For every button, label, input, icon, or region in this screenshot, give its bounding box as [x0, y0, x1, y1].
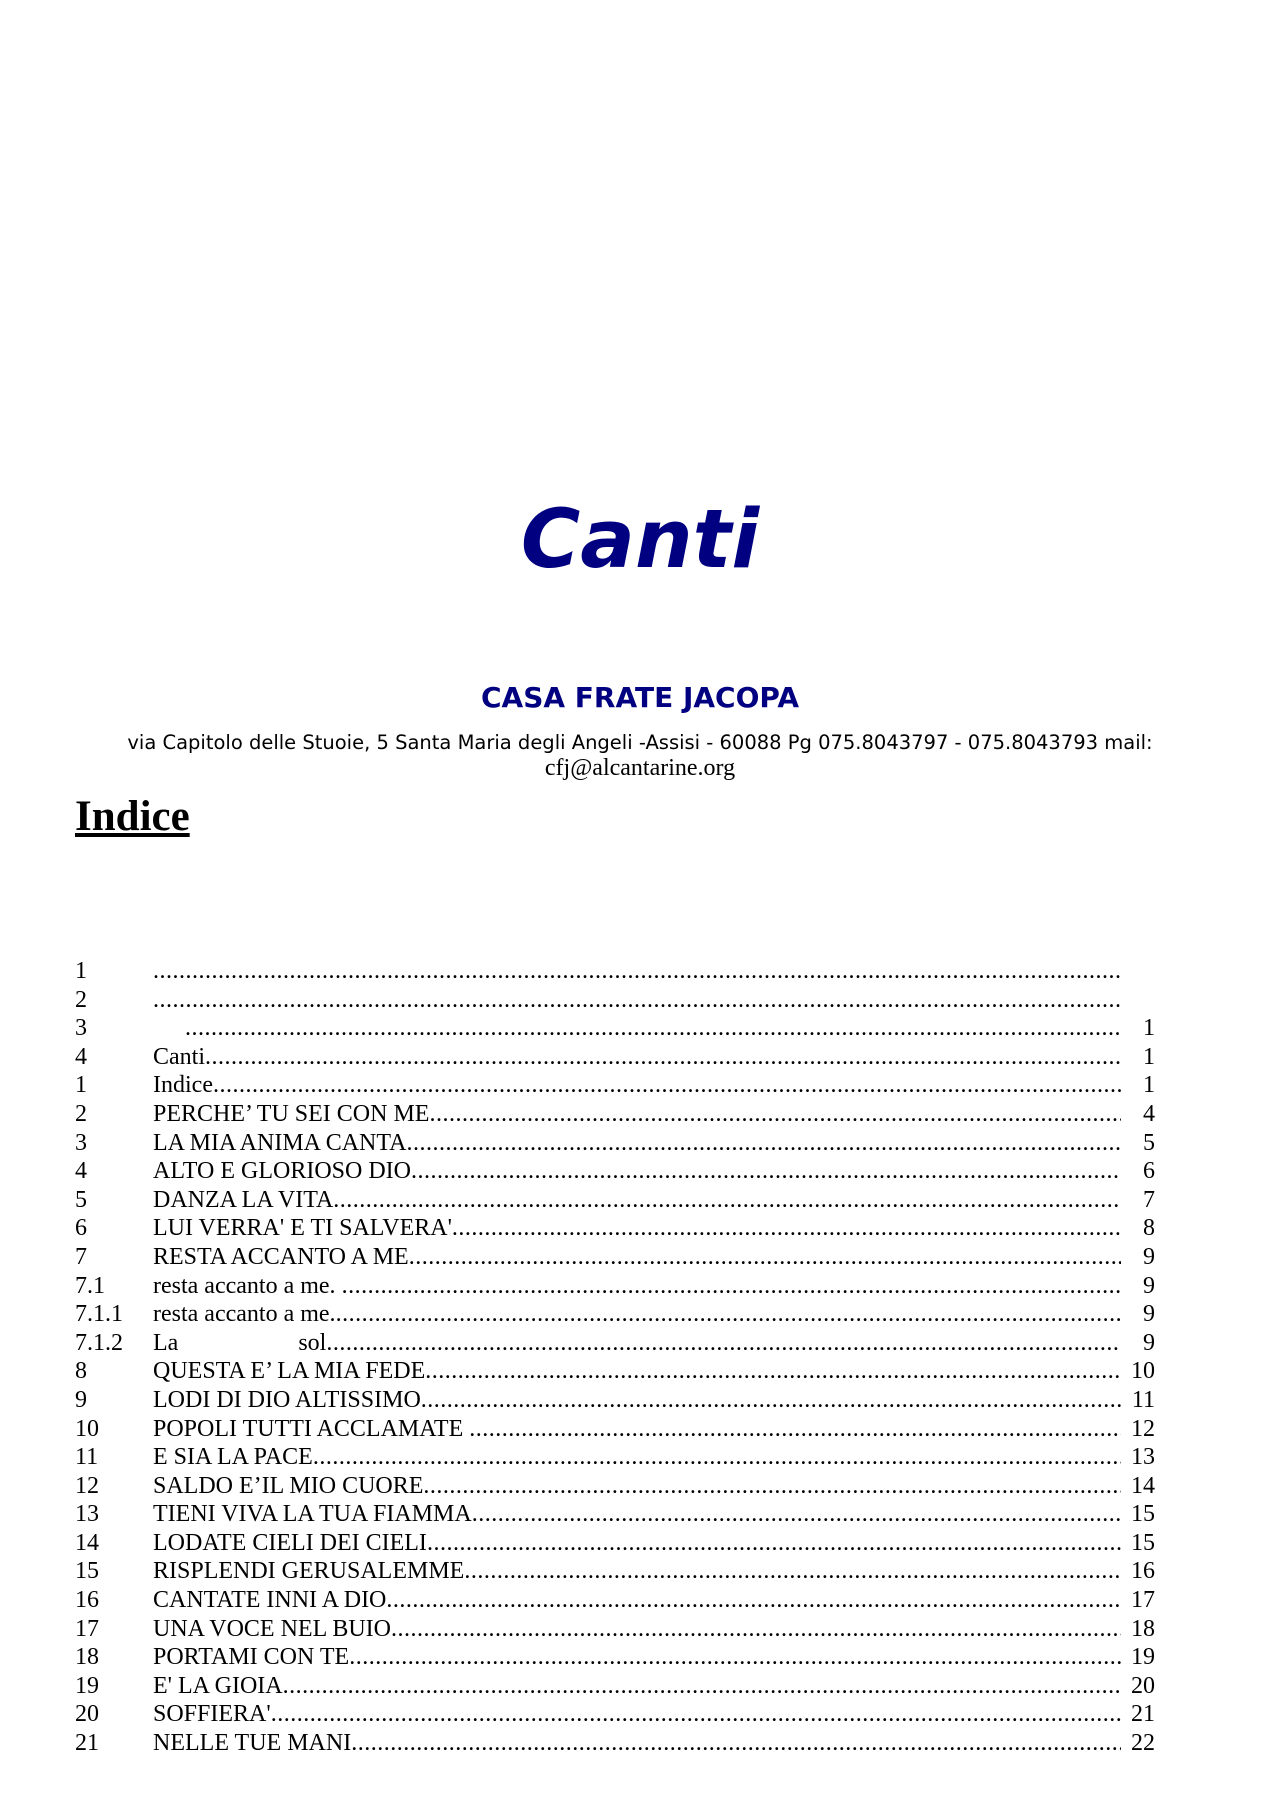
toc-entry[interactable] [75, 1243, 1155, 1272]
toc-entry-page: 6 [1143, 1158, 1155, 1185]
toc-entry-number: 15 [75, 1558, 99, 1585]
toc-dot-leader [351, 1729, 1121, 1758]
toc-entry[interactable] [75, 1300, 1155, 1329]
toc-entry-number: 18 [75, 1644, 99, 1671]
toc-entry-number: 1 [75, 1072, 87, 1099]
toc-entry-page: 15 [1131, 1501, 1155, 1528]
toc-entry-title: QUESTA E’ LA MIA FEDE [153, 1358, 426, 1385]
toc-entry-page: 1 [1143, 1072, 1155, 1099]
toc-entry-page: 16 [1131, 1558, 1155, 1585]
toc-entry-title: DANZA LA VITA [153, 1186, 334, 1213]
toc-entry-title: LODI DI DIO ALTISSIMO [153, 1386, 421, 1413]
toc-dot-leader [313, 1443, 1121, 1472]
toc-entry-page: 17 [1131, 1587, 1155, 1614]
toc-entry-body [153, 1300, 1155, 1329]
organization-email: cfj@alcantarine.org [544, 755, 736, 781]
toc-entry[interactable] [75, 1557, 1155, 1586]
toc-dot-leader [271, 1700, 1121, 1729]
toc-entry-page: 4 [1143, 1100, 1155, 1127]
toc-entry[interactable] [75, 1500, 1155, 1529]
toc-dot-leader [153, 957, 1121, 986]
toc-entry[interactable] [75, 1729, 1155, 1758]
toc-entry-title: resta accanto a me. [153, 1301, 336, 1328]
toc-entry-number: 1 [75, 958, 87, 984]
toc-dot-leader [429, 1100, 1121, 1129]
toc-entry[interactable] [75, 1615, 1155, 1644]
toc-entry-number: 4 [75, 1043, 87, 1070]
toc-entry-number: 2 [75, 986, 87, 1013]
toc-entry-body [153, 1700, 1155, 1729]
toc-entry-title: E SIA LA PACE [153, 1444, 313, 1471]
index-heading: Indice [75, 793, 190, 840]
toc-dot-leader [326, 1329, 1121, 1358]
toc-entry-title: PERCHE’ TU SEI CON ME [153, 1100, 430, 1127]
toc-entry-number: 19 [75, 1672, 99, 1699]
toc-entry[interactable] [75, 1672, 1155, 1701]
toc-entry-page: 20 [1131, 1672, 1155, 1699]
toc-entry-number: 20 [75, 1701, 99, 1728]
toc-entry-number: 10 [75, 1415, 99, 1442]
toc-entry-number: 4 [75, 1158, 87, 1185]
toc-dot-leader [283, 1672, 1121, 1701]
toc-entry-body [153, 1243, 1155, 1272]
toc-entry[interactable] [75, 1157, 1155, 1186]
toc-entry-body [153, 1214, 1155, 1243]
toc-dot-leader [153, 986, 1121, 1015]
toc-entry-body [153, 1100, 1155, 1129]
toc-entry[interactable] [75, 986, 1155, 1015]
toc-entry-body [153, 1386, 1155, 1415]
toc-entry-page: 9 [1143, 1301, 1155, 1328]
toc-entry-number: 7.1 [75, 1272, 105, 1299]
toc-entry-title: La sol [153, 1329, 327, 1356]
toc-entry-page: 12 [1131, 1415, 1155, 1442]
toc-dot-leader [469, 1415, 1121, 1444]
toc-entry-number: 8 [75, 1358, 87, 1385]
toc-entry-body [153, 986, 1155, 1015]
toc-entry-number: 7.1.1 [75, 1301, 123, 1328]
toc-entry-number: 3 [75, 1015, 87, 1042]
toc-entry[interactable] [75, 1329, 1155, 1358]
toc-entry-number: 16 [75, 1587, 99, 1614]
toc-entry-number: 17 [75, 1615, 99, 1642]
toc-entry-title: RISPLENDI GERUSALEMME [153, 1558, 465, 1585]
toc-entry-number: 2 [75, 1100, 87, 1127]
toc-entry-title: Indice [153, 1072, 213, 1099]
toc-entry-title: RESTA ACCANTO A ME [153, 1243, 409, 1270]
toc-entry-page: 8 [1143, 1215, 1155, 1242]
toc-entry[interactable] [75, 1357, 1155, 1386]
toc-entry[interactable] [75, 1071, 1155, 1100]
toc-entry[interactable] [75, 1129, 1155, 1158]
toc-entry-body [153, 1415, 1155, 1444]
organization-name: CASA FRATE JACOPA [480, 681, 800, 714]
toc-entry-page: 11 [1131, 1386, 1155, 1413]
toc-entry-page: 19 [1131, 1644, 1155, 1671]
toc-entry-number: 9 [75, 1386, 87, 1413]
toc-entry-body [153, 1586, 1155, 1615]
toc-entry[interactable] [75, 1272, 1155, 1301]
organization-address: via Capitolo delle Stuoie, 5 Santa Maria degli Angeli -Assisi - 60088 Pg 075.8043797 - 075.8043793 mail: [127, 731, 1153, 754]
toc-entry-page: 21 [1131, 1701, 1155, 1728]
toc-entry-body [153, 1529, 1155, 1558]
toc-entry-body [153, 1043, 1155, 1072]
toc-entry-title: SOFFIERA' [153, 1701, 271, 1728]
toc-entry-page: 7 [1143, 1186, 1155, 1213]
toc-entry[interactable] [75, 1043, 1155, 1072]
toc-entry-page: 15 [1131, 1529, 1155, 1556]
toc-entry-page: 5 [1143, 1129, 1155, 1156]
toc-entry-body [153, 957, 1155, 986]
toc-entry-body [153, 1071, 1155, 1100]
toc-entry-title: CANTATE INNI A DIO [153, 1587, 387, 1614]
toc-entry-number: 12 [75, 1472, 99, 1499]
toc-dot-leader [423, 1472, 1121, 1501]
table-of-contents [75, 957, 1155, 1758]
toc-entry-title: E' LA GIOIA [153, 1672, 283, 1699]
toc-entry-body [153, 1129, 1155, 1158]
toc-entry[interactable] [75, 1014, 1155, 1043]
toc-entry[interactable] [75, 1700, 1155, 1729]
toc-dot-leader [452, 1214, 1121, 1243]
toc-entry-title: SALDO E’IL MIO CUORE [153, 1472, 424, 1499]
toc-entry-number: 3 [75, 1129, 87, 1156]
toc-entry-title: POPOLI TUTTI ACCLAMATE [153, 1415, 470, 1442]
toc-entry-number: 5 [75, 1186, 87, 1213]
toc-dot-leader [409, 1243, 1121, 1272]
toc-entry[interactable] [75, 1386, 1155, 1415]
toc-entry-body [153, 1186, 1155, 1215]
toc-entry-page: 9 [1143, 1243, 1155, 1270]
toc-entry-title: LODATE CIELI DEI CIELI [153, 1529, 427, 1556]
toc-dot-leader [386, 1586, 1121, 1615]
toc-entry-body [153, 1272, 1155, 1301]
toc-dot-leader [333, 1186, 1121, 1215]
toc-entry-body [153, 1615, 1155, 1644]
toc-dot-leader [349, 1643, 1121, 1672]
toc-dot-leader [342, 1272, 1121, 1301]
toc-entry-body [153, 1672, 1155, 1701]
toc-entry[interactable] [75, 1100, 1155, 1129]
toc-dot-leader [472, 1500, 1121, 1529]
toc-entry-body [153, 1557, 1155, 1586]
toc-entry-title: UNA VOCE NEL BUIO [153, 1615, 391, 1642]
toc-entry[interactable] [75, 1214, 1155, 1243]
toc-entry-body [153, 1357, 1155, 1386]
toc-dot-leader [464, 1557, 1121, 1586]
document-title: Canti [520, 493, 760, 587]
toc-entry[interactable] [75, 1186, 1155, 1215]
toc-entry-number: 6 [75, 1215, 87, 1242]
toc-entry-title: NELLE TUE MANI [153, 1730, 352, 1757]
toc-entry-title: PORTAMI CON TE [153, 1644, 350, 1671]
toc-entry-number: 21 [75, 1730, 99, 1757]
toc-dot-leader [336, 1300, 1121, 1329]
toc-entry-page: 18 [1131, 1615, 1155, 1642]
toc-entry-page: 22 [1131, 1730, 1155, 1757]
toc-dot-leader [421, 1386, 1121, 1415]
toc-dot-leader [213, 1071, 1121, 1100]
toc-entry-body [153, 1643, 1155, 1672]
toc-entry[interactable] [75, 1415, 1155, 1444]
toc-entry[interactable] [75, 1586, 1155, 1615]
toc-entry[interactable] [75, 1529, 1155, 1558]
toc-entry-number: 7 [75, 1243, 87, 1270]
toc-entry-page: 1 [1143, 1043, 1155, 1070]
toc-entry[interactable] [75, 957, 1155, 986]
toc-entry-title: Canti [153, 1043, 205, 1070]
toc-entry[interactable] [75, 1643, 1155, 1672]
toc-entry-page: 1 [1143, 1015, 1155, 1042]
toc-dot-leader [425, 1357, 1121, 1386]
toc-entry-title: TIENI VIVA LA TUA FIAMMA [153, 1501, 472, 1528]
toc-entry-title: resta accanto a me. [153, 1272, 342, 1299]
toc-entry-page: 9 [1143, 1329, 1155, 1356]
toc-entry-number: 14 [75, 1529, 99, 1556]
toc-entry[interactable] [75, 1472, 1155, 1501]
toc-entry-number: 13 [75, 1501, 99, 1528]
toc-dot-leader [391, 1615, 1121, 1644]
toc-dot-leader [185, 1014, 1121, 1043]
toc-entry-body [153, 1500, 1155, 1529]
toc-dot-leader [406, 1129, 1121, 1158]
toc-entry-title: LUI VERRA' E TI SALVERA' [153, 1215, 452, 1242]
toc-entry-number: 7.1.2 [75, 1329, 123, 1356]
toc-dot-leader [205, 1043, 1121, 1072]
toc-entry-number: 11 [75, 1444, 99, 1471]
toc-entry-page: 9 [1143, 1272, 1155, 1299]
toc-entry-body [153, 1443, 1155, 1472]
toc-dot-leader [411, 1157, 1121, 1186]
toc-entry-body [153, 1157, 1155, 1186]
toc-entry-page: 10 [1131, 1358, 1155, 1385]
toc-entry-title: ALTO E GLORIOSO DIO [153, 1158, 411, 1185]
toc-entry[interactable] [75, 1443, 1155, 1472]
toc-entry-body [153, 1472, 1155, 1501]
toc-entry-body [153, 1329, 1155, 1358]
toc-entry-body [185, 1014, 1155, 1043]
toc-entry-title: LA MIA ANIMA CANTA [153, 1129, 407, 1156]
toc-dot-leader [427, 1529, 1121, 1558]
toc-entry-body [153, 1729, 1155, 1758]
toc-entry-page: 13 [1131, 1444, 1155, 1471]
toc-entry-page: 14 [1131, 1472, 1155, 1499]
